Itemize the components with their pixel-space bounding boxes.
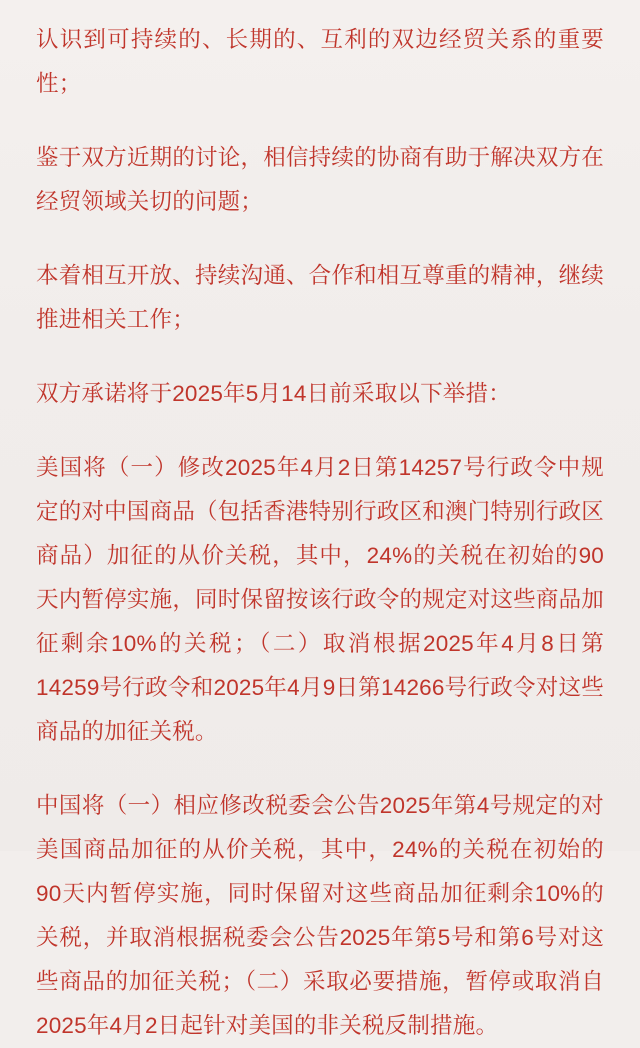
paragraph-2: 鉴于双方近期的讨论，相信持续的协商有助于解决双方在经贸领域关切的问题；: [36, 145, 604, 214]
paragraph-1: 认识到可持续的、长期的、互利的双边经贸关系的重要性；: [36, 27, 604, 96]
document-body: [36, 18, 604, 1048]
paragraph-3: 本着相互开放、持续沟通、合作和相互尊重的精神，继续推进相关工作；: [36, 263, 604, 332]
paragraph-6-china-measures: 中国将（一）相应修改税委会公告2025年第4号规定的对美国商品加征的从价关税，其中，24%的关税在初始的90天内暂停实施，同时保留对这些商品加征剩余10%的关税，并取消根据税委会公告2025年第5号和第6号对这些商品的加征关税；（二）采取必要措施，暂停或取消自2025年4月2日起针对美国的非关税反制措施。: [36, 793, 604, 1038]
paragraph-4: 双方承诺将于2025年5月14日前采取以下举措：: [36, 381, 511, 406]
paragraph-5-us-measures: 美国将（一）修改2025年4月2日第14257号行政令中规定的对中国商品（包括香港特别行政区和澳门特别行政区商品）加征的从价关税，其中，24%的关税在初始的90天内暂停实施，同时保留按该行政令的规定对这些商品加征剩余10%的关税；（二）取消根据2025年4月8日第14259号行政令和2025年4月9日第14266号行政令对这些商品的加征关税。: [36, 455, 604, 744]
